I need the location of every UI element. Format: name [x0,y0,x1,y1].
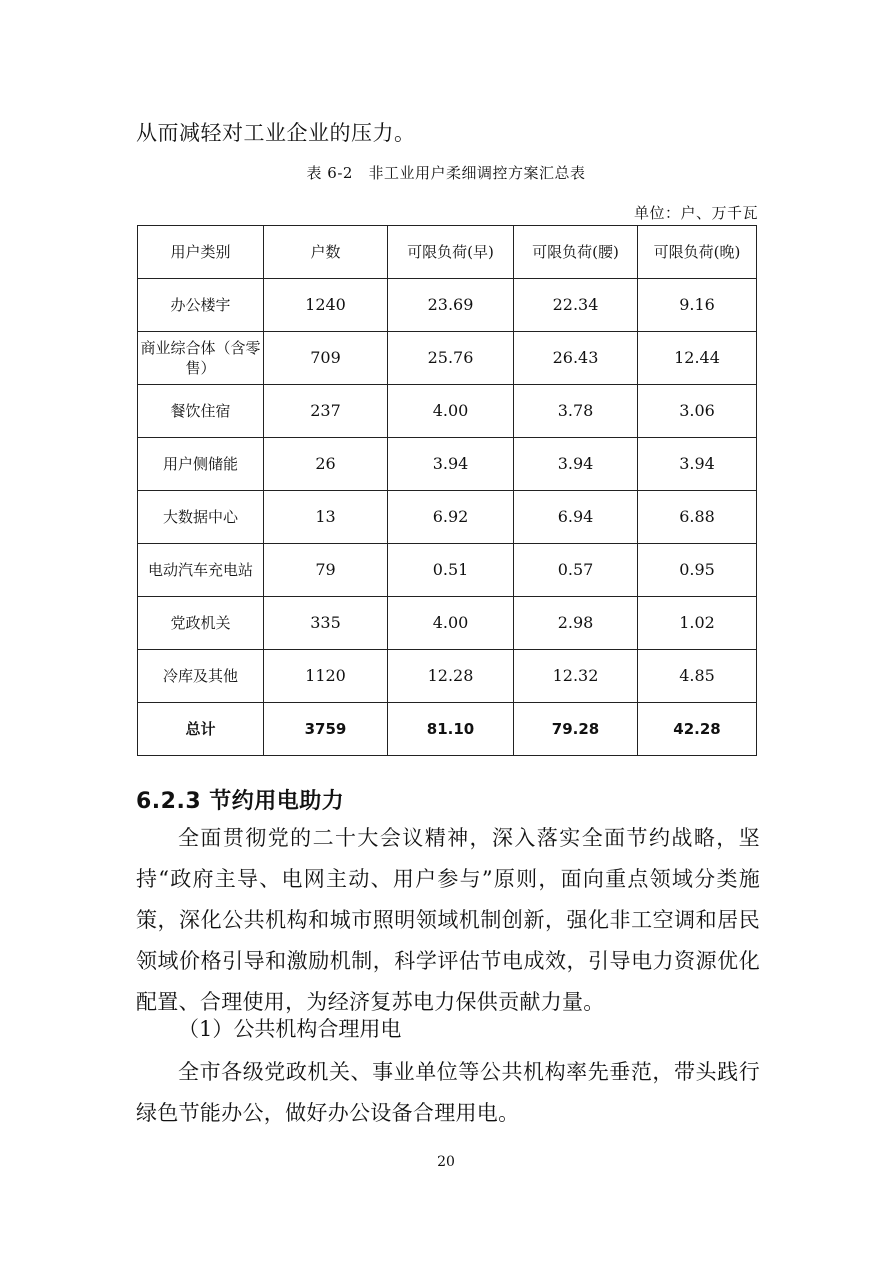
cell-load-evening: 4.85 [638,650,757,703]
cell-load-morning: 3.94 [388,438,514,491]
cell-user-category: 商业综合体（含零售） [138,332,264,385]
cell-household-count: 335 [264,597,388,650]
page-number: 20 [437,1154,455,1170]
column-header-load-morning: 可限负荷(早) [388,226,514,279]
table-row [138,332,757,385]
cell-household-count: 1240 [264,279,388,332]
cell-user-category: 电动汽车充电站 [138,544,264,597]
cell-load-morning: 4.00 [388,597,514,650]
table-caption: 表 6-2 非工业用户柔细调控方案汇总表 [306,164,586,182]
table-unit-note: 单位：户、万千瓦 [633,204,758,222]
section-heading: 6.2.3 节约用电助力 [136,789,345,814]
cell-load-morning: 6.92 [388,491,514,544]
cell-user-category: 餐饮住宿 [138,385,264,438]
subsection-heading: （1）公共机构合理用电 [178,1017,402,1041]
cell-load-evening: 6.88 [638,491,757,544]
cell-load-midday: 12.32 [514,650,638,703]
cell-load-morning: 25.76 [388,332,514,385]
cell-load-evening: 12.44 [638,332,757,385]
table-row [138,438,757,491]
cell-user-category: 办公楼宇 [138,279,264,332]
cell-household-count: 237 [264,385,388,438]
cell-load-morning: 23.69 [388,279,514,332]
cell-load-midday: 6.94 [514,491,638,544]
load-control-summary-table [137,225,757,756]
table-row [138,491,757,544]
cell-household-count: 13 [264,491,388,544]
cell-load-morning: 4.00 [388,385,514,438]
cell-user-category: 大数据中心 [138,491,264,544]
total-load-midday: 79.28 [514,703,638,756]
table-row [138,597,757,650]
total-load-evening: 42.28 [638,703,757,756]
table-header-row [138,226,757,279]
column-header-load-evening: 可限负荷(晚) [638,226,757,279]
column-header-user-category: 用户类别 [138,226,264,279]
cell-load-midday: 3.78 [514,385,638,438]
section-paragraph: 全面贯彻党的二十大会议精神，深入落实全面节约战略，坚持“政府主导、电网主动、用户参与”原则，面向重点领域分类施策，深化公共机构和城市照明领域机制创新，强化非工空调和居民领域价格引导和激励机制，科学评估节电成效，引导电力资源优化配置、合理使用，为经济复苏电力保供贡献力量。 [136,826,760,1014]
total-label: 总计 [138,703,264,756]
cell-load-midday: 2.98 [514,597,638,650]
subsection-paragraph: 全市各级党政机关、事业单位等公共机构率先垂范，带头践行绿色节能办公，做好办公设备合理用电。 [136,1060,760,1125]
cell-user-category: 党政机关 [138,597,264,650]
table-row [138,650,757,703]
table-total-row [138,703,757,756]
cell-load-morning: 12.28 [388,650,514,703]
cell-load-evening: 1.02 [638,597,757,650]
total-load-morning: 81.10 [388,703,514,756]
column-header-load-midday: 可限负荷(腰) [514,226,638,279]
table-row [138,279,757,332]
table-row [138,385,757,438]
lead-text-line: 从而减轻对工业企业的压力。 [136,121,416,145]
cell-household-count: 1120 [264,650,388,703]
cell-household-count: 26 [264,438,388,491]
column-header-household-count: 户数 [264,226,388,279]
cell-load-midday: 0.57 [514,544,638,597]
cell-user-category: 用户侧储能 [138,438,264,491]
table-row [138,544,757,597]
cell-load-evening: 0.95 [638,544,757,597]
cell-household-count: 79 [264,544,388,597]
cell-household-count: 709 [264,332,388,385]
cell-load-evening: 3.06 [638,385,757,438]
cell-user-category: 冷库及其他 [138,650,264,703]
cell-load-midday: 3.94 [514,438,638,491]
cell-load-midday: 22.34 [514,279,638,332]
total-household-count: 3759 [264,703,388,756]
cell-load-evening: 9.16 [638,279,757,332]
cell-load-midday: 26.43 [514,332,638,385]
cell-load-evening: 3.94 [638,438,757,491]
cell-load-morning: 0.51 [388,544,514,597]
